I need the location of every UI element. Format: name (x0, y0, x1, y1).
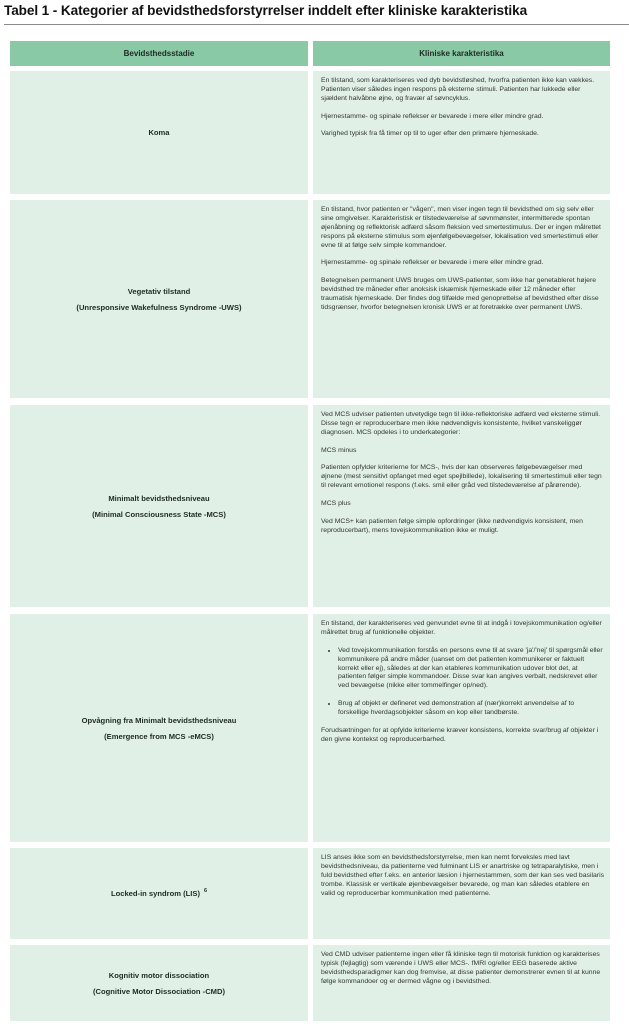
clinical-paragraph: En tilstand, der karakteriseres ved genvundet evne til at indgå i tovejskommunikation og/eller målrettet brug af funktionelle objekter. (321, 620, 602, 636)
clinical-paragraph: En tilstand, hvor patienten er "vågen", men viser ingen tegn til bevidsthed om sig selv eller sine omgivelser. Karakteristisk er tilstedeværelse af søvnmønster, intermitterede spontan øjenåbning og reflektorisk adfærd såsom fleksion ved smertestimulus. Der er ingen målrettet respons på eksterne stimulus som øjenfølgebevægelser, lokalisation ved smertestimuli eller evne til at følge selv simple kommandoer. (321, 206, 601, 249)
clinical-paragraph: Betegnelsen permanent UWS bruges om UWS-patienter, som ikke har genetableret højere bevidsthed tre måneder efter anoksisk iskæmisk hjerneskade eller 12 måneder efter traumatisk hjerneskade. Der findes dog tilfælde med genoprettelse af bevidsthed efter disse tidsgrænser, hvorfor betegnelsen kronisk UWS er at foretrække over permanent UWS. (321, 277, 599, 311)
criteria-list (321, 647, 605, 718)
clinical-paragraph: En tilstand, som karakteriseres ved dyb bevidstløshed, hvorfra patienten ikke kan vækkes. Patienten viser således ingen respons på eksterne stimuli. Patienten har lukkede eller sjældent halvåbne øjne, og fravær af søvncyklus. (321, 77, 595, 102)
clinical-paragraph: Hjernestamme- og spinale reflekser er bevarede i mere eller mindre grad. (321, 112, 544, 120)
clinical-paragraph: Ved MCS+ kan patienten følge simple opfordringer (ikke nødvendigvis konsistent, men reproducerbart), mens tovejskommunikation ikke er muligt. (321, 517, 583, 534)
clinical-paragraph: Forudsætningen for at opfylde kriterierne kræver konsistens, korrekte svar/brug af objekter i den givne kontekst og reproducerbarhed. (321, 726, 599, 743)
stage-cell-emcs (10, 614, 308, 842)
clinical-cell-vegetativ (313, 200, 610, 398)
table-title: Tabel 1 - Kategorier af bevidsthedsforstyrrelser inddelt efter kliniske karakteristika (4, 3, 528, 18)
stage-cell-lis (10, 848, 308, 939)
stage-subtitle: (Cognitive Motor Dissociation -CMD) (92, 986, 226, 996)
clinical-paragraph: LIS anses ikke som en bevidsthedsforstyrrelse, men kan nemt forveksles med lavt bevidsthedsniveau, da patienterne ved fulminant LIS er anartriske og tetraparalytiske, men i fuld bevidsthed efter f.eks. en anterior læsion i hjernestammen, som der kan ses ved basilaris trombe. Klassisk er vertikale øjenbevægelser bevarede, og man kan således etablere en valid og reproducerbar kommunikation med patienterne. (321, 854, 605, 897)
header-clinical: Kliniske karakteristika (313, 41, 610, 66)
clinical-cell-lis (313, 848, 610, 939)
clinical-paragraph: MCS plus (321, 500, 351, 508)
clinical-paragraph: Varighed typisk fra få timer op til to uger efter den primære hjerneskade. (321, 130, 539, 138)
clinical-cell-koma (313, 71, 610, 194)
stage-cell-vegetativ (10, 200, 308, 398)
stage-name: Kognitiv motor dissociation (108, 970, 210, 980)
clinical-cell-mcs (313, 405, 610, 607)
stage-subtitle: (Emergence from MCS -eMCS) (104, 731, 214, 741)
stage-name: Minimalt bevidsthedsniveau (108, 493, 210, 503)
clinical-paragraph: Ved MCS udviser patienten utvetydige tegn til ikke-reflektoriske adfærd ved eksterne stimuli. Disse tegn er reproducerbare men ikke nødvendigvis konsistente, hvilket vanskeliggør diagnosen. MCS opdeles i to underkategorier: (321, 411, 601, 436)
clinical-cell-cmd (313, 945, 610, 1021)
footnote-marker: 6 (203, 888, 208, 895)
stage-name: Koma (148, 128, 170, 137)
title-rule (4, 24, 629, 25)
stage-name: Locked-in syndrom (LIS) (110, 889, 200, 898)
clinical-cell-emcs (313, 614, 610, 842)
clinical-paragraph: Patienten opfylder kriterierne for MCS-, hvis der kan observeres følgebevægelser med øjnene (mest sensitivt opfanget med eget spejlbillede), lokalisering til smertestimuli eller tegn til relevant emotionel respons (f.eks. smil eller gråd ved tilstedeværelse af pårørende). (321, 464, 602, 490)
stage-name: Vegetativ tilstand (127, 286, 191, 296)
stage-name-wrap (111, 888, 207, 899)
stage-cell-cmd (10, 945, 308, 1021)
list-item: • Ved tovejskommunikation forstås en persons evne til at svare 'ja'/'nej' til spørgsmål eller kommunikere på andre måder (uanset om det patienten kommunikerer er faktuelt korrekt eller ej), således at der kan etableres kommunikation udover blot det, at patienten følger simple kommandoer. Disse svar kan angives verbalt, nedskrevet eller ved bevægelse (nikke eller tommelfinger op/ned). (338, 647, 605, 692)
stage-name: Opvågning fra Minimalt bevidsthedsniveau (81, 715, 237, 725)
stage-cell-mcs (10, 405, 308, 607)
stage-cell-koma (10, 71, 308, 194)
header-stage: Bevidsthedsstadie (10, 41, 308, 66)
clinical-paragraph: MCS minus (321, 446, 357, 454)
stage-subtitle: (Minimal Consciousness State -MCS) (92, 509, 226, 519)
stage-subtitle: (Unresponsive Wakefulness Syndrome -UWS) (76, 302, 242, 312)
clinical-paragraph: Hjernestamme- og spinale reflekser er bevarede i mere eller mindre grad. (321, 259, 544, 267)
list-item: • Brug af objekt er defineret ved demonstration af (nær)korrekt anvendelse af to forskellige hverdagsobjekter såsom en kop eller tandbørste. (338, 700, 605, 718)
clinical-paragraph: Ved CMD udviser patienterne ingen eller få kliniske tegn til motorisk funktion og karakterises typisk (fejlagtig) som værende i UWS eller MCS-. fMRI og/eller EEG baserede aktive bevidsthedsparadigmer kan dog fremvise, at disse patienter demonstrerer evnen til at kunne følge kommandoer og er dermed vågne og i bevidsthed. (321, 951, 601, 985)
